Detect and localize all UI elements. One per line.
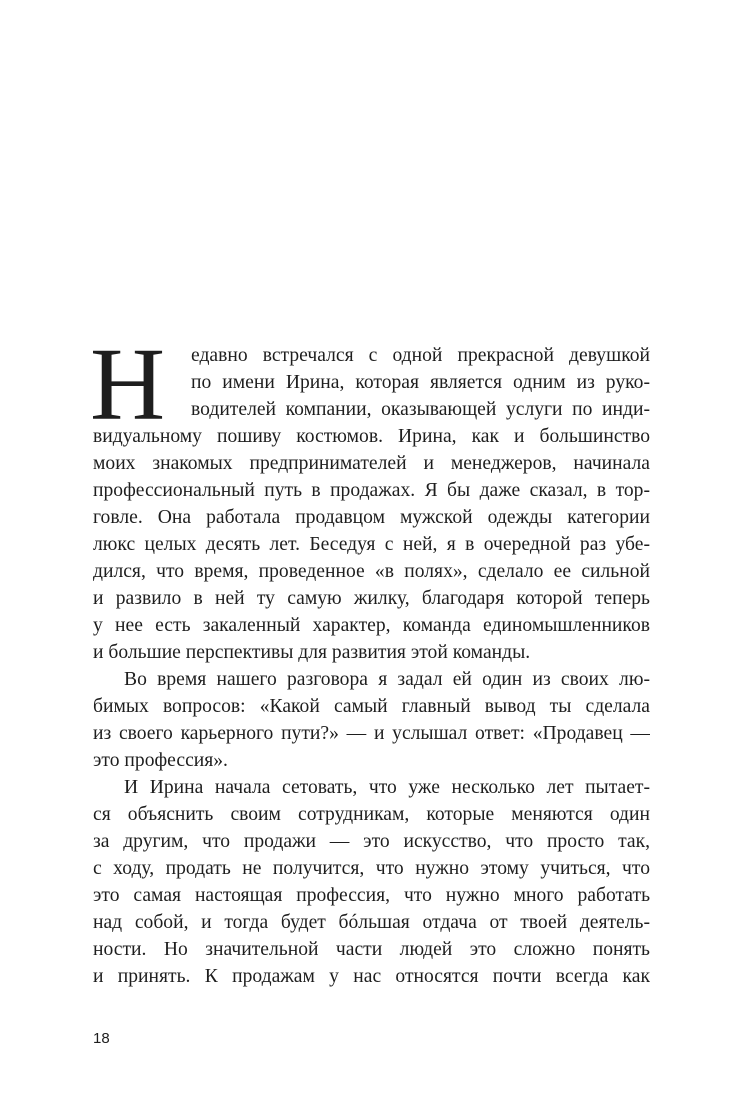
text-line: бимых вопросов: «Какой самый главный вывод ты сделала xyxy=(93,696,650,717)
text-line: у нее есть закаленный характер, команда единомышленников xyxy=(93,615,650,636)
text-line: и принять. К продажам у нас относятся почти всегда как xyxy=(93,966,650,987)
text-line: Во время нашего разговора я задал ей один из своих лю- xyxy=(124,669,650,690)
text-line: это профессия». xyxy=(93,750,228,771)
text-line: говле. Она работала продавцом мужской одежды категории xyxy=(93,507,650,528)
text-line: над собой, и тогда будет бóльшая отдача от твоей деятель- xyxy=(93,912,650,933)
text-line: и большие перспективы для развития этой команды. xyxy=(93,642,531,663)
text-line: по имени Ирина, которая является одним из руко- xyxy=(191,372,650,393)
text-line: и развило в ней ту самую жилку, благодаря которой теперь xyxy=(93,588,650,609)
text-line: видуальному пошиву костюмов. Ирина, как и большинство xyxy=(93,426,650,447)
drop-cap: Н xyxy=(90,327,166,442)
text-line: водителей компании, оказывающей услуги по инди- xyxy=(191,399,650,420)
text-line: с ходу, продать не получится, что нужно этому учиться, что xyxy=(93,858,650,879)
text-line: из своего карьерного пути?» — и услышал ответ: «Продавец — xyxy=(93,723,650,744)
text-line: профессиональный путь в продажах. Я бы даже сказал, в тор- xyxy=(93,480,650,501)
text-line: И Ирина начала сетовать, что уже несколько лет пытает- xyxy=(124,777,650,798)
text-line: едавно встречался с одной прекрасной девушкой xyxy=(191,345,650,366)
text-line: ся объяснить своим сотрудникам, которые меняются один xyxy=(93,804,650,825)
text-line: моих знакомых предпринимателей и менеджеров, начинала xyxy=(93,453,650,474)
text-line: люкс целых десять лет. Беседуя с ней, я в очередной раз убе- xyxy=(93,534,650,555)
text-line: дился, что время, проведенное «в полях», сделало ее сильной xyxy=(93,561,650,582)
text-line: ности. Но значительной части людей это сложно понять xyxy=(93,939,650,960)
text-line: за другим, что продажи — это искусство, что просто так, xyxy=(93,831,650,852)
page-number: 18 xyxy=(93,1030,110,1047)
text-line: это самая настоящая профессия, что нужно много работать xyxy=(93,885,650,906)
